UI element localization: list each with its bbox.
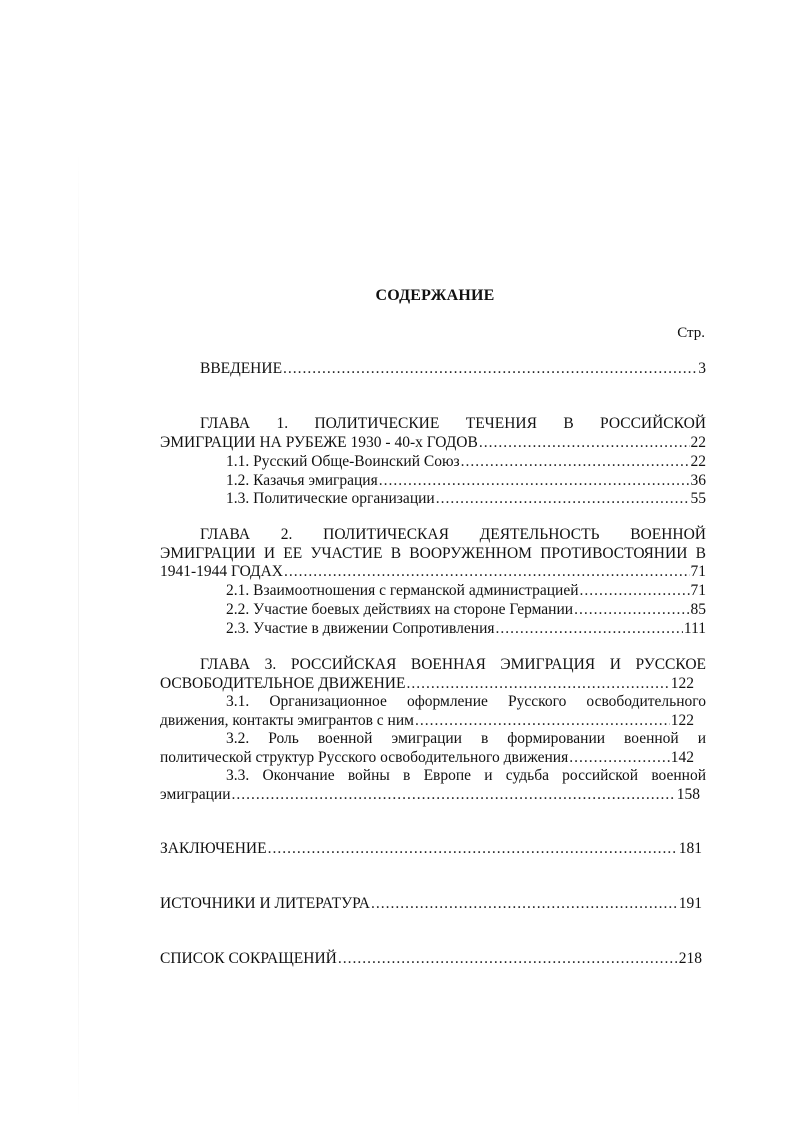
toc-chapter-3-line-1: ГЛАВА 3. РОССИЙСКАЯ ВОЕННАЯ ЭМИГРАЦИЯ И РУССКОЕ — [200, 656, 706, 673]
toc-chapter-1-line-1: ГЛАВА 1. ПОЛИТИЧЕСКИЕ ТЕЧЕНИЯ В РОССИЙСКОЙ — [200, 415, 706, 432]
toc-section-3-3-line-2 — [160, 785, 700, 804]
toc-entry-page: 111 — [683, 620, 706, 637]
leader-dots — [415, 711, 670, 730]
toc-entry-label: 2.1. Взаимоотношения с германской администрацией — [226, 582, 579, 599]
toc-section-3-2-line-1: 3.2. Роль военной эмиграции в формировании военной и — [226, 730, 706, 747]
toc-section-1-3 — [160, 489, 706, 508]
toc-entry-page: 36 — [690, 472, 706, 489]
toc-entry-sources — [160, 894, 702, 913]
leader-dots — [580, 581, 690, 600]
toc-entry-page: 22 — [690, 434, 706, 451]
toc-entry-label: ЗАКЛЮЧЕНИЕ — [160, 840, 267, 857]
leader-dots — [569, 748, 670, 767]
toc-section-3-3-line-1: 3.3. Окончание войны в Европе и судьба российской военной — [226, 767, 706, 784]
leader-dots — [436, 489, 690, 508]
toc-entry-introduction — [160, 359, 706, 378]
leader-dots — [379, 471, 690, 490]
toc-entry-page: 3 — [698, 360, 706, 377]
toc-section-2-3 — [160, 619, 706, 638]
leader-dots — [283, 359, 697, 378]
toc-entry-label: 1941-1944 ГОДАХ — [160, 563, 283, 580]
toc-chapter-2-line-1: ГЛАВА 2. ПОЛИТИЧЕСКАЯ ДЕЯТЕЛЬНОСТЬ ВОЕННОЙ — [200, 526, 706, 543]
toc-chapter-3-line-2 — [160, 674, 694, 693]
toc-entry-conclusion — [160, 839, 702, 858]
toc-entry-page: 122 — [670, 675, 694, 692]
toc-section-1-1 — [160, 452, 706, 471]
toc-entry-page: 181 — [678, 840, 702, 857]
leader-dots — [496, 619, 683, 638]
toc-entry-page: 191 — [678, 895, 702, 912]
leader-dots — [371, 894, 678, 913]
leader-dots — [574, 600, 689, 619]
toc-entry-page: 55 — [690, 490, 706, 507]
toc-entry-label: 2.3. Участие в движении Сопротивления — [226, 620, 495, 637]
toc-entry-label: политической структур Русского освободительного движения — [160, 749, 569, 766]
leader-dots — [268, 839, 678, 858]
toc-entry-label: ИСТОЧНИКИ И ЛИТЕРАТУРА — [160, 895, 370, 912]
toc-section-3-2-line-2 — [160, 748, 694, 767]
leader-dots — [284, 562, 690, 581]
toc-entry-page: 85 — [690, 601, 706, 618]
toc-entry-page: 71 — [690, 563, 706, 580]
toc-entry-label: 1.1. Русский Обще-Воинский Союз — [226, 453, 460, 470]
toc-entry-label: движения, контакты эмигрантов с ним — [160, 712, 414, 729]
leader-dots — [406, 674, 669, 693]
page-title: СОДЕРЖАНИЕ — [375, 287, 495, 304]
toc-entry-label: ЭМИГРАЦИИ НА РУБЕЖЕ 1930 - 40-х ГОДОВ — [160, 434, 478, 451]
toc-entry-label: СПИСОК СОКРАЩЕНИЙ — [160, 950, 337, 967]
toc-section-2-2 — [160, 600, 706, 619]
toc-entry-label: 1.2. Казачья эмиграция — [226, 472, 378, 489]
toc-entry-page: 218 — [678, 950, 702, 967]
toc-entry-page: 158 — [676, 786, 700, 803]
leader-dots — [232, 785, 676, 804]
toc-entry-label: эмиграции — [160, 786, 231, 803]
leader-dots — [461, 452, 690, 471]
toc-entry-label: ОСВОБОДИТЕЛЬНОЕ ДВИЖЕНИЕ — [160, 675, 406, 692]
toc-chapter-2-line-2: ЭМИГРАЦИИ И ЕЕ УЧАСТИЕ В ВООРУЖЕННОМ ПРОТИВОСТОЯНИИ В — [160, 545, 706, 562]
toc-section-3-1-line-1: 3.1. Организационное оформление Русского освободительного — [226, 693, 706, 710]
toc-entry-label: 1.3. Политические организации — [226, 490, 435, 507]
toc-section-1-2 — [160, 471, 706, 490]
toc-chapter-1-line-2 — [160, 433, 706, 452]
leader-dots — [338, 949, 678, 968]
toc-entry-page: 142 — [670, 749, 694, 766]
toc-entry-label: 2.2. Участие боевых действиях на стороне Германии — [226, 601, 574, 618]
toc-section-2-1 — [160, 581, 706, 600]
toc-entry-label: ВВЕДЕНИЕ — [200, 360, 283, 377]
page-column-label: Стр. — [677, 325, 705, 341]
toc-entry-abbreviations — [160, 949, 702, 968]
toc-entry-page: 22 — [690, 453, 706, 470]
toc-section-3-1-line-2 — [160, 711, 694, 730]
toc-entry-page: 71 — [690, 582, 706, 599]
toc-chapter-2-line-3 — [160, 562, 706, 581]
leader-dots — [479, 433, 690, 452]
toc-entry-page: 122 — [670, 712, 694, 729]
